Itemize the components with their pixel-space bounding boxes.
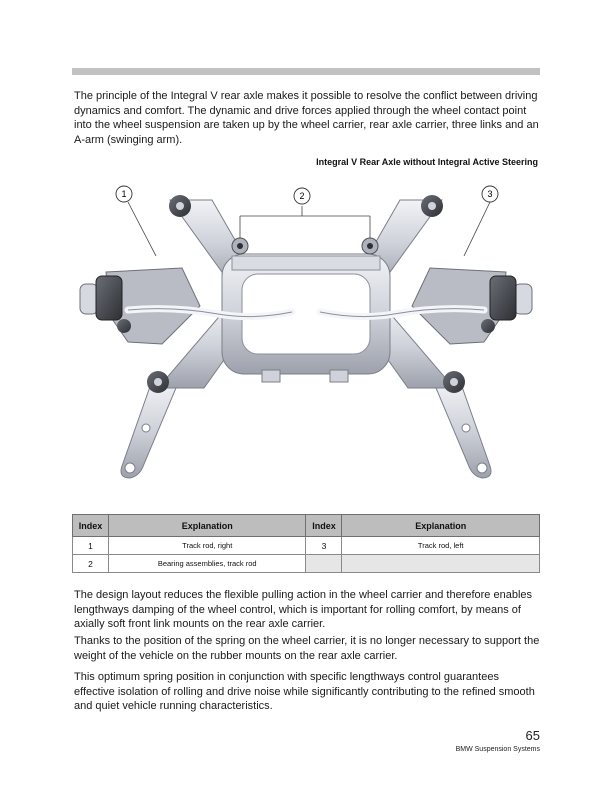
- top-rule: [72, 68, 540, 75]
- rear-axle-figure: [72, 176, 540, 506]
- header-explanation-a: Explanation: [108, 515, 306, 537]
- lower-arm-left: [121, 381, 176, 478]
- callout-3-label: 3: [487, 189, 493, 199]
- row1-index-a: 1: [73, 537, 109, 555]
- optimum-paragraph: This optimum spring position in conjunction with specific lengthways control guarantees effective isolation of rolling and drive noise while significantly contributing to the refined smooth and quiet vehicle running characteristics.: [74, 671, 535, 712]
- row1-index-b: 3: [306, 537, 342, 555]
- row2-explanation-b: [342, 555, 540, 573]
- rear-axle-illustration: [72, 176, 540, 506]
- callout-2: [294, 188, 310, 204]
- callout-1-label: 1: [121, 189, 127, 199]
- table-row: [73, 537, 540, 555]
- row2-index-b: [306, 555, 342, 573]
- callout-1: [116, 186, 132, 202]
- axle-carrier-frame: [158, 200, 454, 388]
- callout-2-label: 2: [299, 191, 305, 201]
- header-explanation-b: Explanation: [342, 515, 540, 537]
- row2-explanation-a: Bearing assemblies, track rod: [108, 555, 306, 573]
- table-header-row: [73, 515, 540, 537]
- index-table: [72, 514, 540, 573]
- bearing-assemblies: [232, 238, 378, 254]
- design-paragraph: The design layout reduces the flexible pulling action in the wheel carrier and therefore enables lengthways damping of the wheel control, which is important for rolling comfort, by means of axially soft front link mounts on the rear axle carrier.: [74, 589, 533, 630]
- callout-3: [482, 186, 498, 202]
- row2-index-a: 2: [73, 555, 109, 573]
- figure-caption: Integral V Rear Axle without Integral Active Steering: [316, 157, 538, 167]
- row1-explanation-a: Track rod, right: [108, 537, 306, 555]
- header-index-a: Index: [73, 515, 109, 537]
- row1-explanation-b: Track rod, left: [342, 537, 540, 555]
- page-number: 65: [525, 728, 540, 743]
- footer-title: BMW Suspension Systems: [455, 746, 540, 753]
- table-row: [73, 555, 540, 573]
- intro-paragraph: The principle of the Integral V rear axle makes it possible to resolve the conflict between driving dynamics and comfort. The dynamic and drive forces applied through the wheel contact point into the wheel suspension are taken up by the wheel carrier, rear axle carrier, three links and an A-arm (swinging arm).: [74, 90, 539, 146]
- lower-arm-right: [436, 381, 491, 478]
- spring-paragraph: Thanks to the position of the spring on the wheel carrier, it is no longer necessary to support the weight of the vehicle on the rubber mounts on the rear axle carrier.: [74, 635, 540, 662]
- header-index-b: Index: [306, 515, 342, 537]
